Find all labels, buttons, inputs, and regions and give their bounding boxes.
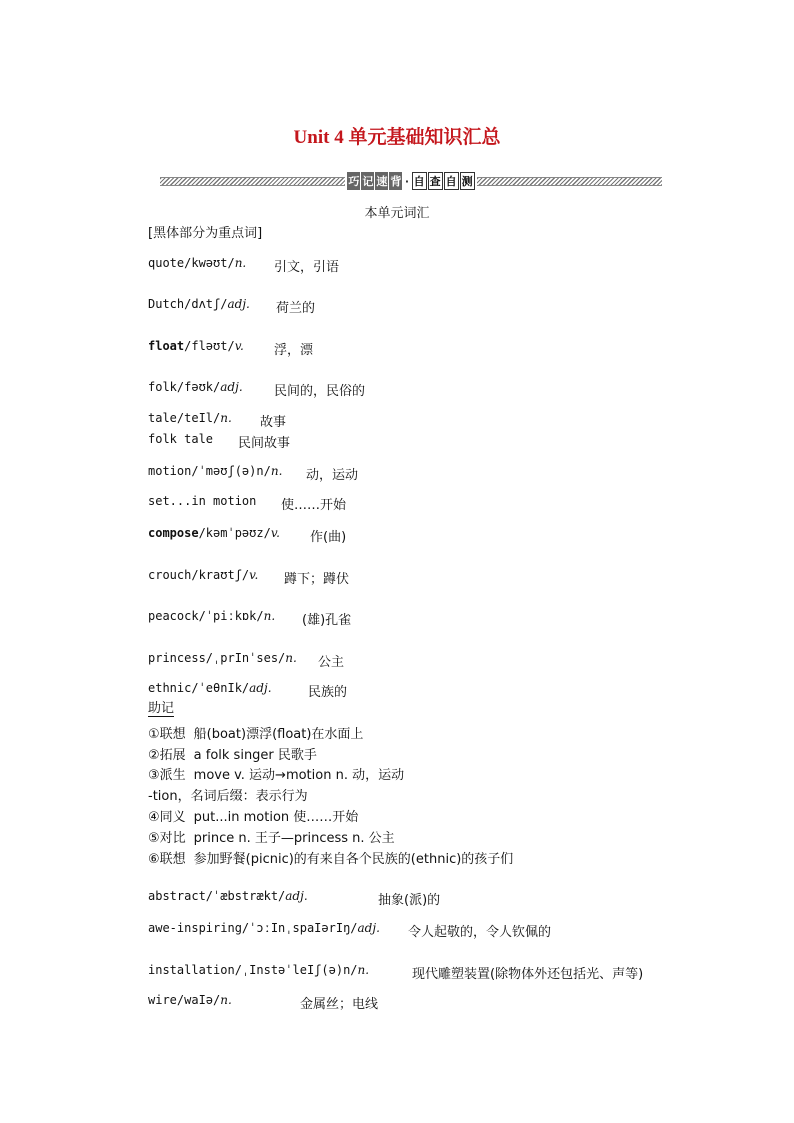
vocab-word: princess: [148, 651, 206, 665]
vocab-part-of-speech: n.: [285, 651, 297, 665]
vocab-meaning: 故事: [260, 415, 287, 430]
vocab-entry: [148, 411, 748, 429]
vocab-word: motion: [148, 464, 192, 478]
section-heading: 本单元词汇: [364, 206, 430, 221]
vocab-part-of-speech: adj.: [220, 380, 243, 394]
vocab-part-of-speech: adj.: [357, 921, 380, 935]
mnemonic-label: ④同义: [148, 810, 186, 825]
vocab-phonetic: /ˈeθnIk/: [191, 681, 250, 695]
vocab-meaning: 引文，引语: [274, 260, 340, 275]
vocab-meaning: 浮，漂: [274, 343, 314, 358]
vocab-word: float: [148, 339, 185, 353]
vocab-meaning: 金属丝；电线: [300, 997, 379, 1012]
vocab-part-of-speech: v.: [249, 568, 259, 582]
page-title: Unit 4 单元基础知识汇总: [293, 127, 501, 148]
vocab-entry: [148, 651, 748, 669]
vocab-phonetic: /ˈpiːkɒk/: [198, 609, 264, 623]
section-note: [黑体部分为重点词]: [148, 226, 263, 241]
vocab-meaning: 蹲下；蹲伏: [284, 572, 350, 587]
vocab-part-of-speech: n.: [357, 963, 370, 977]
vocab-word: set...in motion: [148, 494, 257, 508]
mnemonic-label: ②拓展: [148, 748, 186, 763]
vocab-word: wire: [148, 993, 177, 1007]
vocab-part-of-speech: adj.: [285, 889, 308, 903]
vocab-phonetic: /fəʊk/: [176, 380, 221, 394]
vocab-phonetic: /waIə/: [176, 993, 221, 1007]
banner-char: 自: [444, 172, 459, 190]
vocab-phonetic: /ˌprInˈses/: [205, 651, 286, 665]
mnemonic-line: [148, 848, 513, 867]
mnemonic-label: ③派生: [148, 768, 186, 783]
vocab-entry: [148, 526, 748, 544]
mnemonic-title: 助记: [148, 701, 175, 716]
vocab-meaning: 民间的，民俗的: [274, 384, 366, 399]
banner-char: 测: [460, 172, 475, 190]
vocab-entry: [148, 921, 748, 939]
vocab-part-of-speech: v.: [270, 526, 280, 540]
vocab-meaning: 荷兰的: [276, 301, 316, 316]
vocab-phonetic: /kəmˈpəʊz/: [198, 526, 271, 540]
vocab-word: quote: [148, 256, 185, 270]
banner-hatch-right: [477, 177, 662, 186]
vocab-entry: [148, 297, 748, 315]
mnemonic-label: ⑥联想: [148, 852, 186, 867]
vocab-word: folk tale: [148, 432, 214, 446]
banner-char: 记: [361, 172, 374, 190]
mnemonic-label: ①联想: [148, 727, 186, 742]
vocab-phonetic: /ˈməʊʃ(ə)n/: [191, 464, 271, 478]
vocab-word: ethnic: [148, 681, 192, 695]
mnemonic-line: [148, 827, 395, 846]
vocab-meaning: 作(曲): [310, 530, 347, 545]
vocab-word: peacock: [148, 609, 199, 623]
banner-label: [347, 172, 475, 190]
vocab-entry: [148, 993, 748, 1011]
vocab-entry: [148, 339, 748, 357]
vocab-meaning: 公主: [318, 655, 345, 670]
vocab-word: installation: [148, 963, 235, 977]
vocab-meaning: 抽象(派)的: [378, 893, 441, 908]
mnemonic-text: 参加野餐(picnic)的有来自各个民族的(ethnic)的孩子们: [193, 852, 514, 867]
vocab-word: abstract: [148, 889, 206, 903]
banner-char: 巧: [347, 172, 360, 190]
vocab-part-of-speech: n.: [220, 993, 232, 1007]
vocab-phonetic: /kwəʊt/: [184, 256, 235, 270]
vocab-phonetic: /ˈɔːInˌspaIərIŋ/: [241, 921, 358, 935]
mnemonic-line: [148, 806, 358, 825]
mnemonic-text: put...in motion 使……开始: [193, 810, 359, 825]
vocab-meaning: 民族的: [308, 685, 348, 700]
vocab-phonetic: /ˌInstəˈleIʃ(ə)n/: [234, 963, 358, 977]
vocab-entry: [148, 432, 748, 450]
vocab-meaning: (雄)孔雀: [302, 613, 352, 628]
section-banner: [160, 172, 662, 190]
vocab-word: crouch: [148, 568, 192, 582]
vocab-part-of-speech: n.: [270, 464, 283, 478]
vocab-entry: [148, 609, 748, 627]
vocab-word: awe-inspiring: [148, 921, 242, 935]
vocab-entry: [148, 464, 748, 482]
mnemonic-text: 船(boat)漂浮(float)在水面上: [193, 727, 364, 742]
banner-char: 查: [428, 172, 443, 190]
banner-char: 速: [375, 172, 388, 190]
vocab-word: tale: [148, 411, 177, 425]
mnemonic-text: -tion，名词后缀：表示行为: [148, 789, 308, 804]
vocab-part-of-speech: adj.: [249, 681, 272, 695]
vocab-part-of-speech: n.: [220, 411, 232, 425]
vocab-meaning: 现代雕塑装置(除物体外还包括光、声等): [412, 967, 644, 982]
vocab-word: compose: [148, 526, 199, 540]
vocab-phonetic: /fləʊt/: [184, 339, 235, 353]
vocab-entry: [148, 963, 748, 981]
vocab-meaning: 动，运动: [306, 468, 359, 483]
mnemonic-text: prince n. 王子—princess n. 公主: [193, 831, 395, 846]
mnemonic-line: [148, 764, 404, 783]
vocab-entry: [148, 256, 748, 274]
vocab-entry: [148, 380, 748, 398]
mnemonic-line: [148, 723, 363, 742]
vocab-word: Dutch: [148, 297, 185, 311]
vocab-phonetic: /kraʊtʃ/: [191, 568, 250, 582]
mnemonic-line: [148, 744, 317, 763]
banner-hatch-left: [160, 177, 345, 186]
vocab-part-of-speech: adj.: [227, 297, 250, 311]
vocab-entry: [148, 494, 748, 512]
vocab-entry: [148, 889, 748, 907]
vocab-word: folk: [148, 380, 177, 394]
mnemonic-line: [148, 785, 308, 804]
banner-char: 自: [412, 172, 427, 190]
vocab-phonetic: /dʌtʃ/: [184, 297, 228, 311]
vocab-phonetic: /teIl/: [176, 411, 221, 425]
vocab-part-of-speech: n.: [263, 609, 276, 623]
banner-separator: ·: [404, 174, 410, 188]
vocab-part-of-speech: n.: [234, 256, 247, 270]
vocab-part-of-speech: v.: [234, 339, 244, 353]
vocab-entry: [148, 568, 748, 586]
mnemonic-text: move v. 运动→motion n. 动，运动: [193, 768, 405, 783]
vocab-entry: [148, 681, 748, 699]
mnemonic-label: ⑤对比: [148, 831, 186, 846]
vocab-meaning: 使……开始: [281, 498, 347, 513]
vocab-phonetic: /ˈæbstrækt/: [205, 889, 286, 903]
vocab-meaning: 令人起敬的，令人钦佩的: [408, 925, 552, 940]
banner-char: 背: [389, 172, 402, 190]
mnemonic-text: a folk singer 民歌手: [193, 748, 317, 763]
vocab-meaning: 民间故事: [238, 436, 291, 451]
